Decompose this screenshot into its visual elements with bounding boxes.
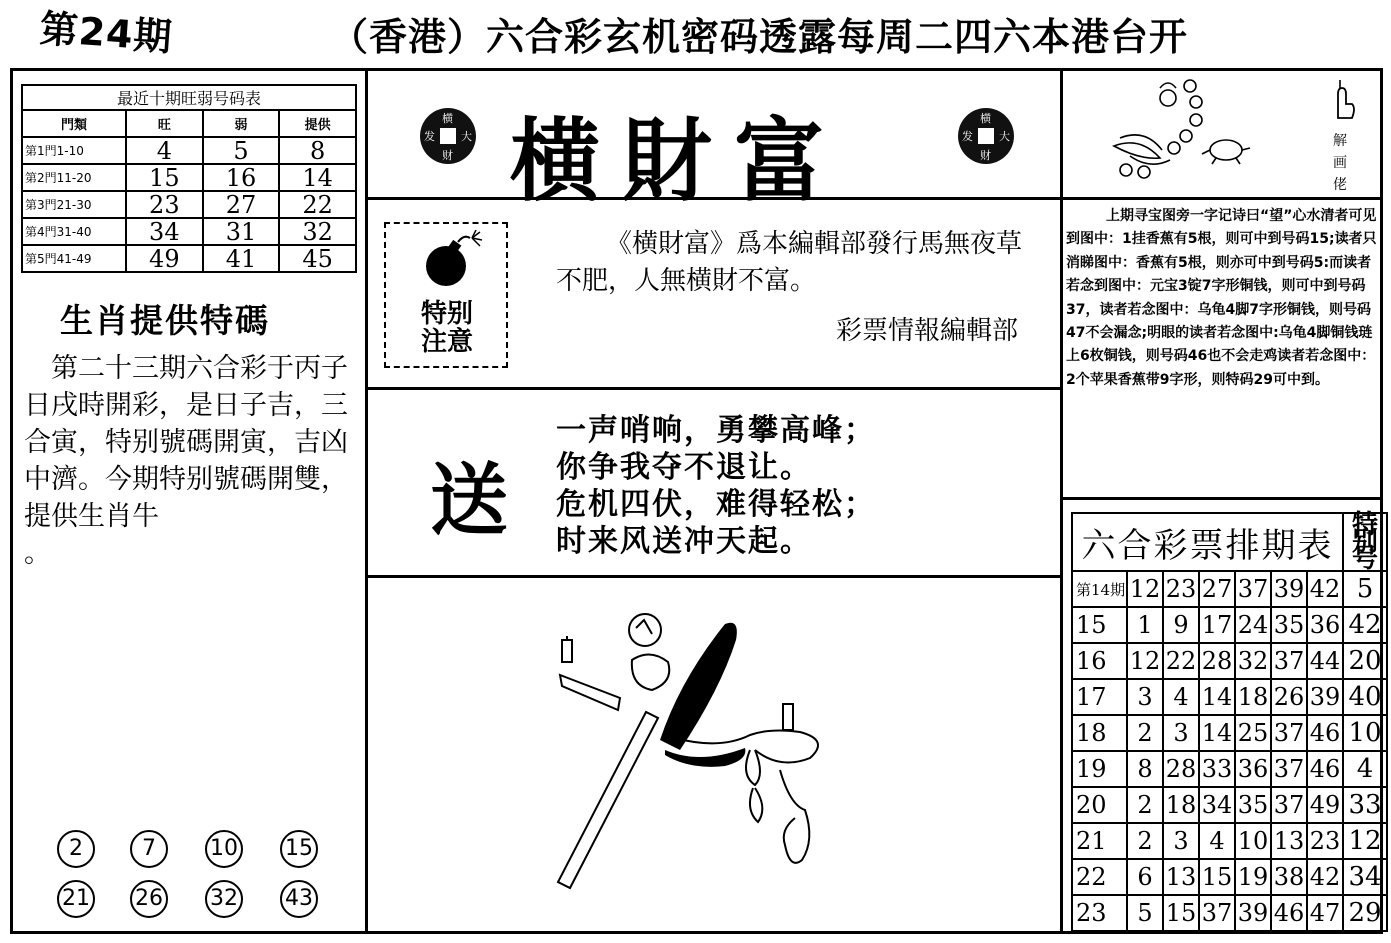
schedule-number: 36 [1307,607,1343,643]
schedule-number: 46 [1307,715,1343,751]
schedule-number: 22 [1163,643,1199,679]
poem-line: 危机四伏，难得轻松； [556,487,876,522]
schedule-special: 20 [1343,643,1387,679]
schedule-row [1072,787,1387,823]
notice-divider [365,387,1063,390]
schedule-number: 3 [1163,823,1199,859]
schedule-special: 5 [1343,571,1387,607]
coin-char: 横 [980,112,991,125]
schedule-row [1072,679,1387,715]
coin-char: 大 [461,130,472,143]
schedule-number: 4 [1199,823,1235,859]
schedule-number: 15 [1163,895,1199,931]
strength-cell-strong: 4 [126,137,203,164]
strength-cell-weak: 27 [203,191,280,218]
schedule-number: 3 [1127,679,1163,715]
riddle-text: 上期寻宝图旁一字记诗曰“望”心水清者可见到图中：1挂香蕉有5根，则可中到号码15;读者只消睇图中：香蕉有5根，则亦可中到号码5:而读者若念到图中：元宝3锭7字形铜钱，则可中到号码37，读者若念图中：乌龟4脚7字形铜钱，则号码47不会漏念;明眼的读者若念图中:乌龟4脚铜钱琏上6枚铜钱，则号码46也不会走鸡读者若念图中：2个苹果香蕉带9字形，则特码29可中到。 [1066,208,1377,388]
riddle-image-divider [1060,197,1380,200]
schedule-row [1072,751,1387,787]
schedule-number: 37 [1235,571,1271,607]
schedule-row [1072,715,1387,751]
schedule-number: 47 [1307,895,1343,931]
schedule-special: 10 [1343,715,1387,751]
schedule-number: 42 [1307,859,1343,895]
zodiac-title: 生肖提供特碼 [60,301,270,340]
schedule-special: 29 [1343,895,1387,931]
zodiac-number: 32 [205,880,243,918]
schedule-row [1072,895,1387,931]
schedule-number: 3 [1163,715,1199,751]
schedule-number: 2 [1127,715,1163,751]
schedule-issue: 17 [1072,679,1127,715]
schedule-issue: 22 [1072,859,1127,895]
schedule-special: 40 [1343,679,1387,715]
strength-cell-offer: 8 [279,137,356,164]
schedule-number: 28 [1199,643,1235,679]
schedule-table [1071,509,1388,932]
zodiac-number: 10 [205,830,243,868]
notice-label [392,300,502,356]
coin-char: 发 [962,130,973,143]
schedule-number: 13 [1163,859,1199,895]
poem-big-char: 送 [430,456,509,546]
schedule-number: 1 [1127,607,1163,643]
schedule-number: 44 [1307,643,1343,679]
issue-number: 第24期 [38,6,175,60]
strength-cell-offer: 14 [279,164,356,191]
riddle-caption [1330,130,1350,196]
strength-table-title: 最近十期旺弱号码表 [22,85,356,110]
strength-table [21,84,357,273]
schedule-number: 25 [1235,715,1271,751]
strength-col-header: 弱 [203,110,280,137]
strength-cell-offer: 22 [279,191,356,218]
poem-line: 你争我夺不退让。 [556,450,812,485]
zodiac-text: 第二十三期六合彩于丙子日戌時開彩，是日子吉，三合寅，特别號碼開寅，吉凶中濟。今期特别號碼開雙，提供生肖牛 [24,353,348,532]
strength-cell-weak: 16 [203,164,280,191]
schedule-number: 17 [1199,607,1235,643]
strength-row [22,245,356,272]
schedule-number: 35 [1271,607,1307,643]
strength-row [22,164,356,191]
strength-cell-strong: 15 [126,164,203,191]
schedule-special: 34 [1343,859,1387,895]
schedule-number: 46 [1271,895,1307,931]
strength-col-header: 提供 [279,110,356,137]
schedule-number: 24 [1235,607,1271,643]
schedule-number: 38 [1271,859,1307,895]
schedule-number: 34 [1199,787,1235,823]
coin-char: 大 [999,130,1010,143]
zodiac-number: 43 [280,880,318,918]
strength-cell-offer: 45 [279,245,356,272]
schedule-special-header: 特别号 [1343,513,1387,571]
coin-char: 发 [424,130,435,143]
pointing-hand-icon [1326,78,1356,124]
schedule-special: 12 [1343,823,1387,859]
coin-icon [958,108,1014,164]
notice-signature: 彩票情報編輯部 [835,316,1018,346]
schedule-issue: 18 [1072,715,1127,751]
schedule-number: 27 [1199,571,1235,607]
schedule-number: 33 [1199,751,1235,787]
strength-col-header: 旺 [126,110,203,137]
schedule-number: 26 [1271,679,1307,715]
schedule-number: 8 [1127,751,1163,787]
puzzle-illustration [540,600,860,900]
schedule-number: 37 [1271,787,1307,823]
schedule-number: 10 [1235,823,1271,859]
strength-cell-label: 第1門1-10 [22,137,126,164]
strength-cell-label: 第2門11-20 [22,164,126,191]
coin-icon [420,108,476,164]
schedule-issue: 21 [1072,823,1127,859]
strength-cell-weak: 31 [203,218,280,245]
schedule-number: 15 [1199,859,1235,895]
riddle-caption-char: 画 [1333,155,1347,171]
zodiac-body [24,350,354,572]
schedule-issue: 20 [1072,787,1127,823]
schedule-row [1072,607,1387,643]
schedule-number: 14 [1199,679,1235,715]
zodiac-number: 2 [57,830,95,868]
riddle-caption-char: 解 [1333,133,1347,149]
schedule-number: 23 [1307,823,1343,859]
schedule-number: 14 [1199,715,1235,751]
strength-cell-label: 第3門21-30 [22,191,126,218]
schedule-special: 42 [1343,607,1387,643]
strength-row [22,218,356,245]
schedule-divider [1060,497,1380,500]
schedule-number: 46 [1307,751,1343,787]
schedule-number: 39 [1271,571,1307,607]
notice-label-line: 注意 [420,327,473,357]
zodiac-number: 15 [280,830,318,868]
bomb-icon [420,230,490,292]
schedule-row [1072,643,1387,679]
schedule-title: 六合彩票排期表 [1072,513,1343,571]
page-headline: （香港）六合彩玄机密码透露每周二四六本港台开 [330,14,1189,59]
schedule-number: 2 [1127,787,1163,823]
schedule-issue: 23 [1072,895,1127,931]
schedule-special: 33 [1343,787,1387,823]
banner-title: 横財富 [510,108,846,214]
schedule-number: 36 [1235,751,1271,787]
coin-char: 财 [442,149,453,162]
schedule-row [1072,859,1387,895]
poem-line: 时来风送冲天起。 [556,524,812,559]
notice-label-line: 特别 [420,299,473,329]
schedule-number: 2 [1127,823,1163,859]
schedule-number: 28 [1163,751,1199,787]
schedule-number: 23 [1163,571,1199,607]
strength-col-header: 門類 [22,110,126,137]
zodiac-number: 7 [130,830,168,868]
schedule-number: 9 [1163,607,1199,643]
coin-char: 横 [442,112,453,125]
schedule-number: 19 [1235,859,1271,895]
schedule-number: 37 [1271,751,1307,787]
schedule-number: 12 [1127,571,1163,607]
schedule-number: 39 [1307,679,1343,715]
schedule-number: 49 [1307,787,1343,823]
riddle-image [1100,78,1290,188]
riddle-caption-char: 佬 [1333,177,1347,193]
zodiac-number: 26 [130,880,168,918]
schedule-issue: 15 [1072,607,1127,643]
strength-cell-weak: 41 [203,245,280,272]
zodiac-number: 21 [57,880,95,918]
left-divider [365,71,368,931]
schedule-special: 4 [1343,751,1387,787]
strength-cell-offer: 32 [279,218,356,245]
schedule-issue: 19 [1072,751,1127,787]
schedule-number: 6 [1127,859,1163,895]
schedule-issue: 第14期 [1072,571,1127,607]
schedule-number: 32 [1235,643,1271,679]
schedule-number: 18 [1163,787,1199,823]
schedule-number: 42 [1307,571,1343,607]
strength-cell-strong: 49 [126,245,203,272]
strength-cell-strong: 34 [126,218,203,245]
notice-text-block [556,226,1036,350]
strength-cell-weak: 5 [203,137,280,164]
schedule-number: 37 [1199,895,1235,931]
schedule-number: 37 [1271,715,1307,751]
schedule-row [1072,571,1387,607]
schedule-issue: 16 [1072,643,1127,679]
schedule-number: 4 [1163,679,1199,715]
right-divider [1060,71,1063,931]
poem-line: 一声哨响，勇攀高峰； [556,413,876,448]
poem [556,412,876,560]
schedule-number: 35 [1235,787,1271,823]
schedule-number: 18 [1235,679,1271,715]
schedule-number: 12 [1127,643,1163,679]
coin-char: 财 [980,149,991,162]
schedule-number: 13 [1271,823,1307,859]
poem-divider [365,575,1063,578]
strength-cell-label: 第4門31-40 [22,218,126,245]
notice-text: 《横財富》爲本編輯部發行馬無夜草不肥，人無横財不富。 [556,229,1023,296]
schedule-row [1072,823,1387,859]
schedule-number: 5 [1127,895,1163,931]
strength-row [22,137,356,164]
schedule-number: 37 [1271,643,1307,679]
strength-row [22,191,356,218]
strength-cell-label: 第5門41-49 [22,245,126,272]
strength-cell-strong: 23 [126,191,203,218]
zodiac-tail: 。 [24,538,51,569]
schedule-number: 39 [1235,895,1271,931]
